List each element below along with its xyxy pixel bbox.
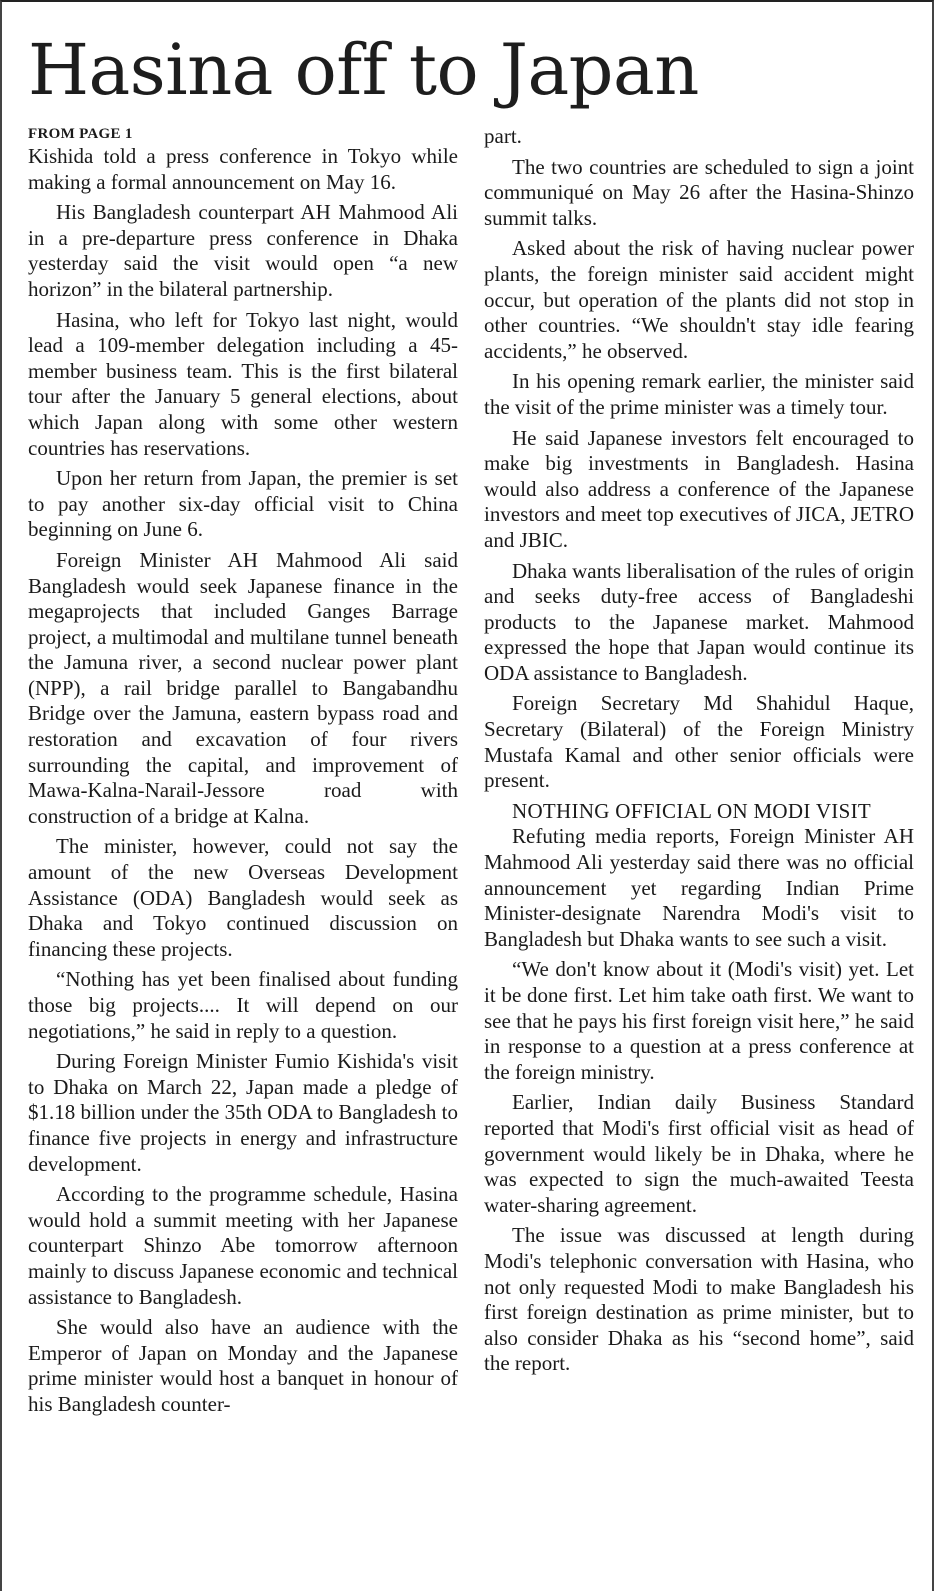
paragraph: According to the programme schedule, Hasina would hold a summit meeting with her Japanese counterpart Shinzo Abe tomorrow afternoon mainly to discuss Japanese economic and technical assistance to Bangladesh.	[28, 1182, 458, 1309]
paragraph-continuation: part.	[484, 124, 522, 148]
paragraph: Asked about the risk of having nuclear power plants, the foreign minister said accident might occur, but operation of the plants did not stop in other countries. “We shouldn't stay idle fearing accidents,” he observed.	[484, 236, 914, 363]
paragraph: “We don't know about it (Modi's visit) yet. Let it be done first. Let him take oath first. We want to see that he pays his first foreign visit here,” he said in response to a question at a press conference at the foreign ministry.	[484, 957, 914, 1084]
paragraph: Foreign Minister AH Mahmood Ali said Bangladesh would seek Japanese finance in the megaprojects that included Ganges Barrage project, a multimodal and multilane tunnel beneath the Jamuna river, a second nuclear power plant (NPP), a rail bridge parallel to Bangabandhu Bridge over the Jamuna, eastern bypass road and restoration and excavation of four rivers surrounding the capital, and improvement of Mawa-Kalna-Narail-Jessore road with construction of a bridge at Kalna.	[28, 547, 458, 828]
right-column	[484, 124, 914, 1382]
paragraph: Hasina, who left for Tokyo last night, would lead a 109-member delegation including a 45-member business team. This is the first bilateral tour after the January 5 general elections, about which Japan along with some other western countries has reservations.	[28, 307, 458, 460]
paragraph: Refuting media reports, Foreign Minister AH Mahmood Ali yesterday said there was no official announcement yet regarding Indian Prime Minister-designate Narendra Modi's visit to Bangladesh but Dhaka wants to see such a visit.	[484, 824, 914, 951]
paragraph: He said Japanese investors felt encouraged to make big investments in Bangladesh. Hasina would also address a conference of the Japanese investors and meet top executives of JICA, JETRO and JBIC.	[484, 425, 914, 552]
paragraph: The issue was discussed at length during Modi's telephonic conversation with Hasina, who not only requested Modi to make Bangladesh his first foreign destination as prime minister, but to also consider Dhaka as his “second home”, said the report.	[484, 1223, 914, 1376]
left-column	[28, 124, 458, 1423]
paragraph: During Foreign Minister Fumio Kishida's visit to Dhaka on March 22, Japan made a pledge of $1.18 billion under the 35th ODA to Bangladesh to finance five projects in energy and infrastructure development.	[28, 1049, 458, 1176]
paragraph: She would also have an audience with the Emperor of Japan on Monday and the Japanese prime minister would host a banquet in honour of his Bangladesh counter-	[28, 1315, 458, 1416]
paragraph: “Nothing has yet been finalised about funding those big projects.... It will depend on our negotiations,” he said in reply to a question.	[28, 967, 458, 1043]
paragraph: Foreign Secretary Md Shahidul Haque, Secretary (Bilateral) of the Foreign Ministry Mustafa Kamal and other senior officials were present.	[484, 691, 914, 793]
dateline: FROM PAGE 1	[28, 126, 133, 142]
paragraph: In his opening remark earlier, the minister said the visit of the prime minister was a timely tour.	[484, 369, 914, 419]
paragraph: Upon her return from Japan, the premier is set to pay another six-day official visit to China beginning on June 6.	[28, 466, 458, 542]
paragraph: Kishida told a press conference in Tokyo while making a formal announcement on May 16.	[28, 144, 458, 194]
paragraph: His Bangladesh counterpart AH Mahmood Ali in a pre-departure press conference in Dhaka yesterday said the visit would open “a new horizon” in the bilateral partnership.	[28, 200, 458, 301]
paragraph: Earlier, Indian daily Business Standard reported that Modi's first official visit as head of government would likely be in Dhaka, where he was expected to sign the much-awaited Teesta water-sharing agreement.	[484, 1090, 914, 1217]
paragraph: Dhaka wants liberalisation of the rules of origin and seeks duty-free access of Bangladeshi products to the Japanese market. Mahmood expressed the hope that Japan would continue its ODA assistance to Bangladesh.	[484, 558, 914, 685]
headline: Hasina off to Japan	[28, 29, 699, 111]
paragraph: The minister, however, could not say the amount of the new Overseas Development Assistance (ODA) Bangladesh would seek as Dhaka and Tokyo continued discussion on financing these projects.	[28, 834, 458, 961]
subheading: NOTHING OFFICIAL ON MODI VISIT	[512, 798, 871, 823]
paragraph: The two countries are scheduled to sign a joint communiqué on May 26 after the Hasina-Shinzo summit talks.	[484, 154, 914, 230]
